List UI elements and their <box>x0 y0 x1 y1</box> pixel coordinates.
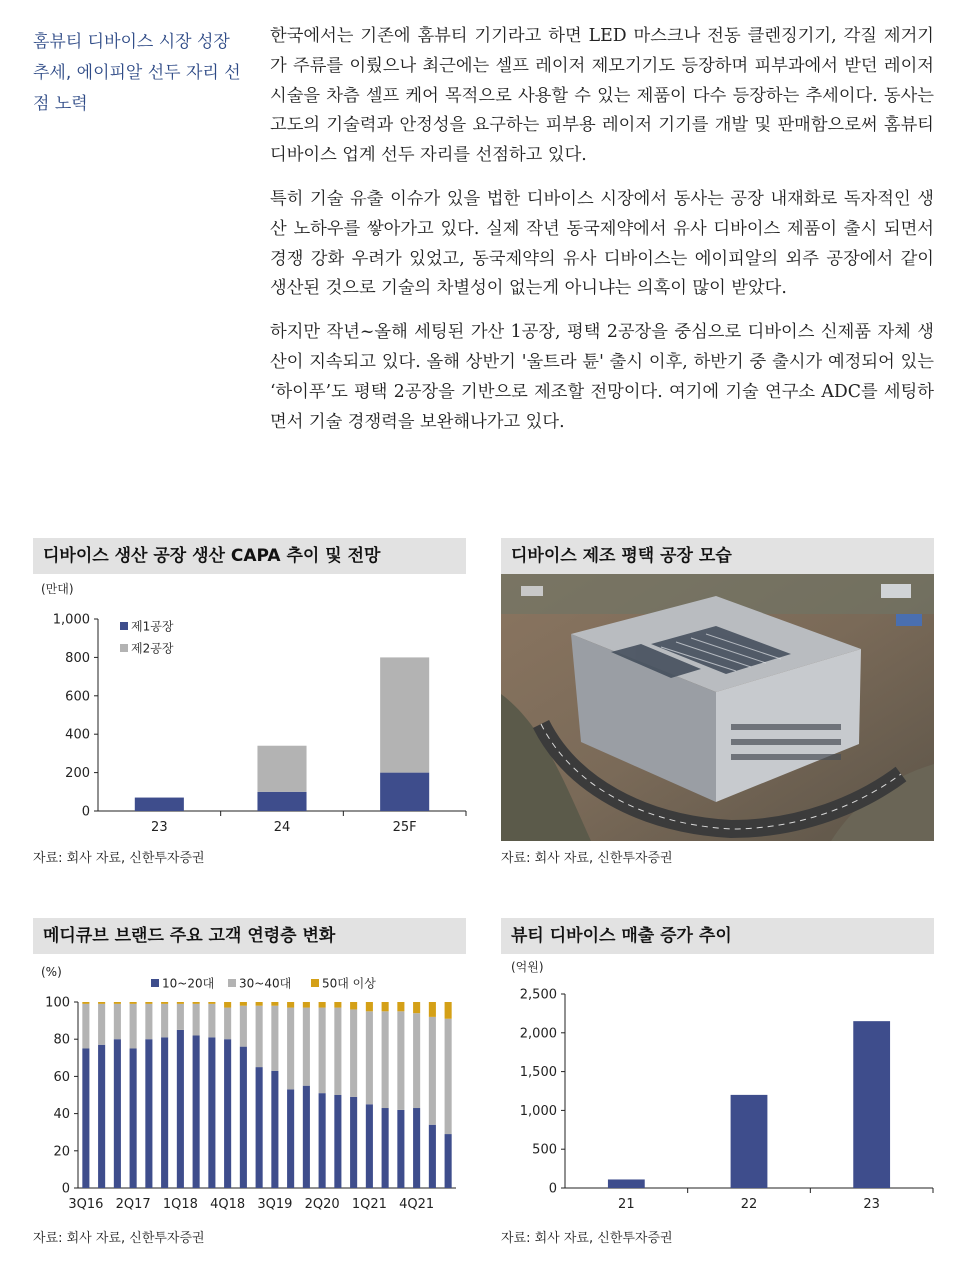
legend-label: 제2공장 <box>131 641 174 656</box>
y-tick-label: 100 <box>45 995 70 1011</box>
legend-label: 50대 이상 <box>322 976 376 991</box>
bar <box>177 1002 184 1004</box>
age-chart <box>33 954 466 1219</box>
unit-label: (억원) <box>511 960 544 974</box>
y-tick-label: 0 <box>81 804 90 820</box>
capa-chart <box>33 574 466 844</box>
bar <box>240 1002 247 1006</box>
y-tick-label: 200 <box>65 766 90 782</box>
bar <box>161 1037 168 1188</box>
photo-title: 디바이스 제조 평택 공장 모습 <box>501 538 934 574</box>
age-chart-title: 메디큐브 브랜드 주요 고객 연령층 변화 <box>33 918 466 954</box>
x-tick-label: 24 <box>273 820 291 835</box>
x-tick-label: 23 <box>151 820 168 835</box>
bar <box>397 1110 404 1188</box>
bar <box>240 1047 247 1188</box>
photo-source: 자료: 회사 자료, 신한투자증권 <box>501 851 673 866</box>
bar <box>350 1009 357 1096</box>
bar <box>334 1008 341 1095</box>
bar <box>397 1011 404 1110</box>
y-tick-label: 500 <box>532 1142 557 1158</box>
y-tick-label: 400 <box>65 727 90 743</box>
side-heading: 홈뷰티 디바이스 시장 성장 추세, 에이피알 선두 자리 선점 노력 <box>33 32 241 114</box>
y-tick-label: 80 <box>53 1032 70 1048</box>
bar <box>334 1095 341 1188</box>
x-tick-label: 3Q16 <box>68 1197 104 1212</box>
bar <box>287 1089 294 1188</box>
bar <box>382 1011 389 1108</box>
legend-label: 10~20대 <box>162 976 215 991</box>
bar <box>208 1004 215 1037</box>
bar <box>350 1002 357 1009</box>
unit-label: (%) <box>41 965 62 979</box>
x-tick-label: 25F <box>392 820 417 835</box>
legend-swatch <box>151 979 159 987</box>
bar <box>445 1019 452 1134</box>
legend-swatch <box>120 644 128 652</box>
bar <box>413 1013 420 1108</box>
paragraph-2: 특히 기술 유출 이슈가 있을 법한 디바이스 시장에서 동사는 공장 내재화로 독자적인 생산 노하우를 쌓아가고 있다. 실제 작년 동국제약에서 유사 디바이스 제품이 출시 되면서 경쟁 강화 우려가 있었고, 동국제약의 유사 디바이스는 에이피알의 외주 공장에서 같이 생산된 것으로 기술의 차별성이 없는게 아니냐는 의혹이 많이 받았다. <box>270 188 934 299</box>
sales-chart-title: 뷰티 디바이스 매출 증가 추이 <box>501 918 934 954</box>
sales-chart-source: 자료: 회사 자료, 신한투자증권 <box>501 1231 673 1246</box>
bar <box>366 1011 373 1104</box>
bar <box>98 1045 105 1188</box>
bar <box>98 1004 105 1045</box>
sales-chart <box>501 954 934 1219</box>
body-text <box>270 22 934 451</box>
capa-chart-source: 자료: 회사 자료, 신한투자증권 <box>33 851 205 866</box>
bar <box>114 1002 121 1004</box>
y-tick-label: 0 <box>61 1181 70 1197</box>
y-tick-label: 0 <box>548 1181 557 1197</box>
x-tick-label: 22 <box>740 1197 758 1212</box>
age-chart-source: 자료: 회사 자료, 신한투자증권 <box>33 1231 205 1246</box>
bar <box>145 1002 152 1004</box>
y-tick-label: 2,500 <box>519 987 557 1003</box>
legend-swatch <box>120 622 128 630</box>
bar <box>366 1002 373 1011</box>
bar <box>413 1108 420 1188</box>
x-tick-label: 21 <box>618 1197 635 1212</box>
bar <box>161 1002 168 1004</box>
bar <box>350 1097 357 1188</box>
y-tick-label: 20 <box>53 1144 70 1160</box>
y-tick-label: 2,000 <box>519 1026 557 1042</box>
bar <box>208 1002 215 1004</box>
bar <box>256 1006 263 1067</box>
bar <box>380 773 429 811</box>
legend-swatch <box>228 979 236 987</box>
bar <box>193 1004 200 1036</box>
bar <box>303 1002 310 1008</box>
bar <box>256 1002 263 1006</box>
bar <box>413 1002 420 1013</box>
bar <box>319 1002 326 1008</box>
bar <box>145 1039 152 1188</box>
legend-swatch <box>311 979 319 987</box>
bar <box>257 746 306 792</box>
bar <box>429 1002 436 1017</box>
bar <box>366 1104 373 1188</box>
x-tick-label: 3Q19 <box>257 1197 293 1212</box>
bar <box>145 1004 152 1039</box>
x-tick-label: 1Q18 <box>162 1197 198 1212</box>
y-tick-label: 40 <box>53 1107 70 1123</box>
bar <box>853 1021 890 1188</box>
capa-chart-title: 디바이스 생산 공장 생산 CAPA 추이 및 전망 <box>33 538 466 574</box>
bar <box>429 1125 436 1188</box>
x-tick-label: 2Q20 <box>304 1197 340 1212</box>
y-tick-label: 1,500 <box>519 1065 557 1081</box>
bar <box>224 1002 231 1008</box>
y-tick-label: 600 <box>65 689 90 705</box>
bar <box>287 1008 294 1090</box>
bar <box>114 1039 121 1188</box>
bar <box>82 1002 89 1004</box>
bar <box>177 1030 184 1188</box>
y-tick-label: 1,000 <box>519 1103 557 1119</box>
bar <box>82 1004 89 1049</box>
bar <box>382 1108 389 1188</box>
bar <box>382 1002 389 1011</box>
bar <box>177 1004 184 1030</box>
bar <box>271 1002 278 1006</box>
bar <box>135 798 184 811</box>
bar <box>193 1035 200 1188</box>
x-tick-label: 2Q17 <box>115 1197 151 1212</box>
bar <box>334 1002 341 1008</box>
bar <box>193 1002 200 1004</box>
paragraph-3: 하지만 작년~올해 세팅된 가산 1공장, 평택 2공장을 중심으로 디바이스 신제품 자체 생산이 지속되고 있다. 올해 상반기 '울트라 튠' 출시 이후, 하반기 중 출시가 예정되어 있는 ‘하이푸’도 평택 2공장을 기반으로 제조할 전망이다. 여기에 기술 연구소 ADC를 세팅하면서 기술 경쟁력을 보완해나가고 있다. <box>270 322 934 432</box>
bar <box>319 1093 326 1188</box>
bar <box>380 657 429 772</box>
y-tick-label: 800 <box>65 650 90 666</box>
bar <box>114 1004 121 1039</box>
bar <box>130 1002 137 1004</box>
x-tick-label: 4Q21 <box>399 1197 435 1212</box>
bar <box>271 1006 278 1071</box>
y-tick-label: 60 <box>53 1069 70 1085</box>
y-tick-label: 1,000 <box>52 612 90 628</box>
bar <box>130 1004 137 1049</box>
bar <box>256 1067 263 1188</box>
bar <box>397 1002 404 1011</box>
bar <box>208 1037 215 1188</box>
x-tick-label: 4Q18 <box>210 1197 246 1212</box>
bar <box>608 1179 645 1188</box>
bar <box>224 1008 231 1040</box>
bar <box>257 792 306 811</box>
bar <box>271 1071 278 1188</box>
bar <box>161 1004 168 1037</box>
bar <box>82 1049 89 1189</box>
paragraph-1: 한국에서는 기존에 홈뷰티 기기라고 하면 LED 마스크나 전동 클렌징기기, 각질 제거기가 주류를 이뤘으나 최근에는 셀프 레이저 제모기기도 등장하며 피부과에서 받던 레이저 시술을 차츰 셀프 케어 목적으로 사용할 수 있는 제품이 다수 등장하는 추세이다. 동사는 고도의 기술력과 안정성을 요구하는 피부용 레이저 기기를 개발 및 판매함으로써 홈뷰티 디바이스 업계 선두 자리를 선점하고 있다. <box>270 26 934 166</box>
bar <box>445 1134 452 1188</box>
bar <box>240 1006 247 1047</box>
x-tick-label: 23 <box>863 1197 880 1212</box>
bar <box>429 1017 436 1125</box>
bar <box>303 1086 310 1188</box>
bar <box>445 1002 452 1019</box>
bar <box>130 1049 137 1189</box>
legend-label: 제1공장 <box>131 619 174 634</box>
unit-label: (만대) <box>41 582 74 596</box>
bar <box>319 1008 326 1094</box>
bar <box>224 1039 231 1188</box>
bar <box>98 1002 105 1004</box>
bar <box>303 1008 310 1086</box>
bar <box>287 1002 294 1008</box>
bar <box>731 1095 768 1188</box>
legend-label: 30~40대 <box>239 976 292 991</box>
x-tick-label: 1Q21 <box>351 1197 387 1212</box>
factory-photo <box>501 574 934 841</box>
